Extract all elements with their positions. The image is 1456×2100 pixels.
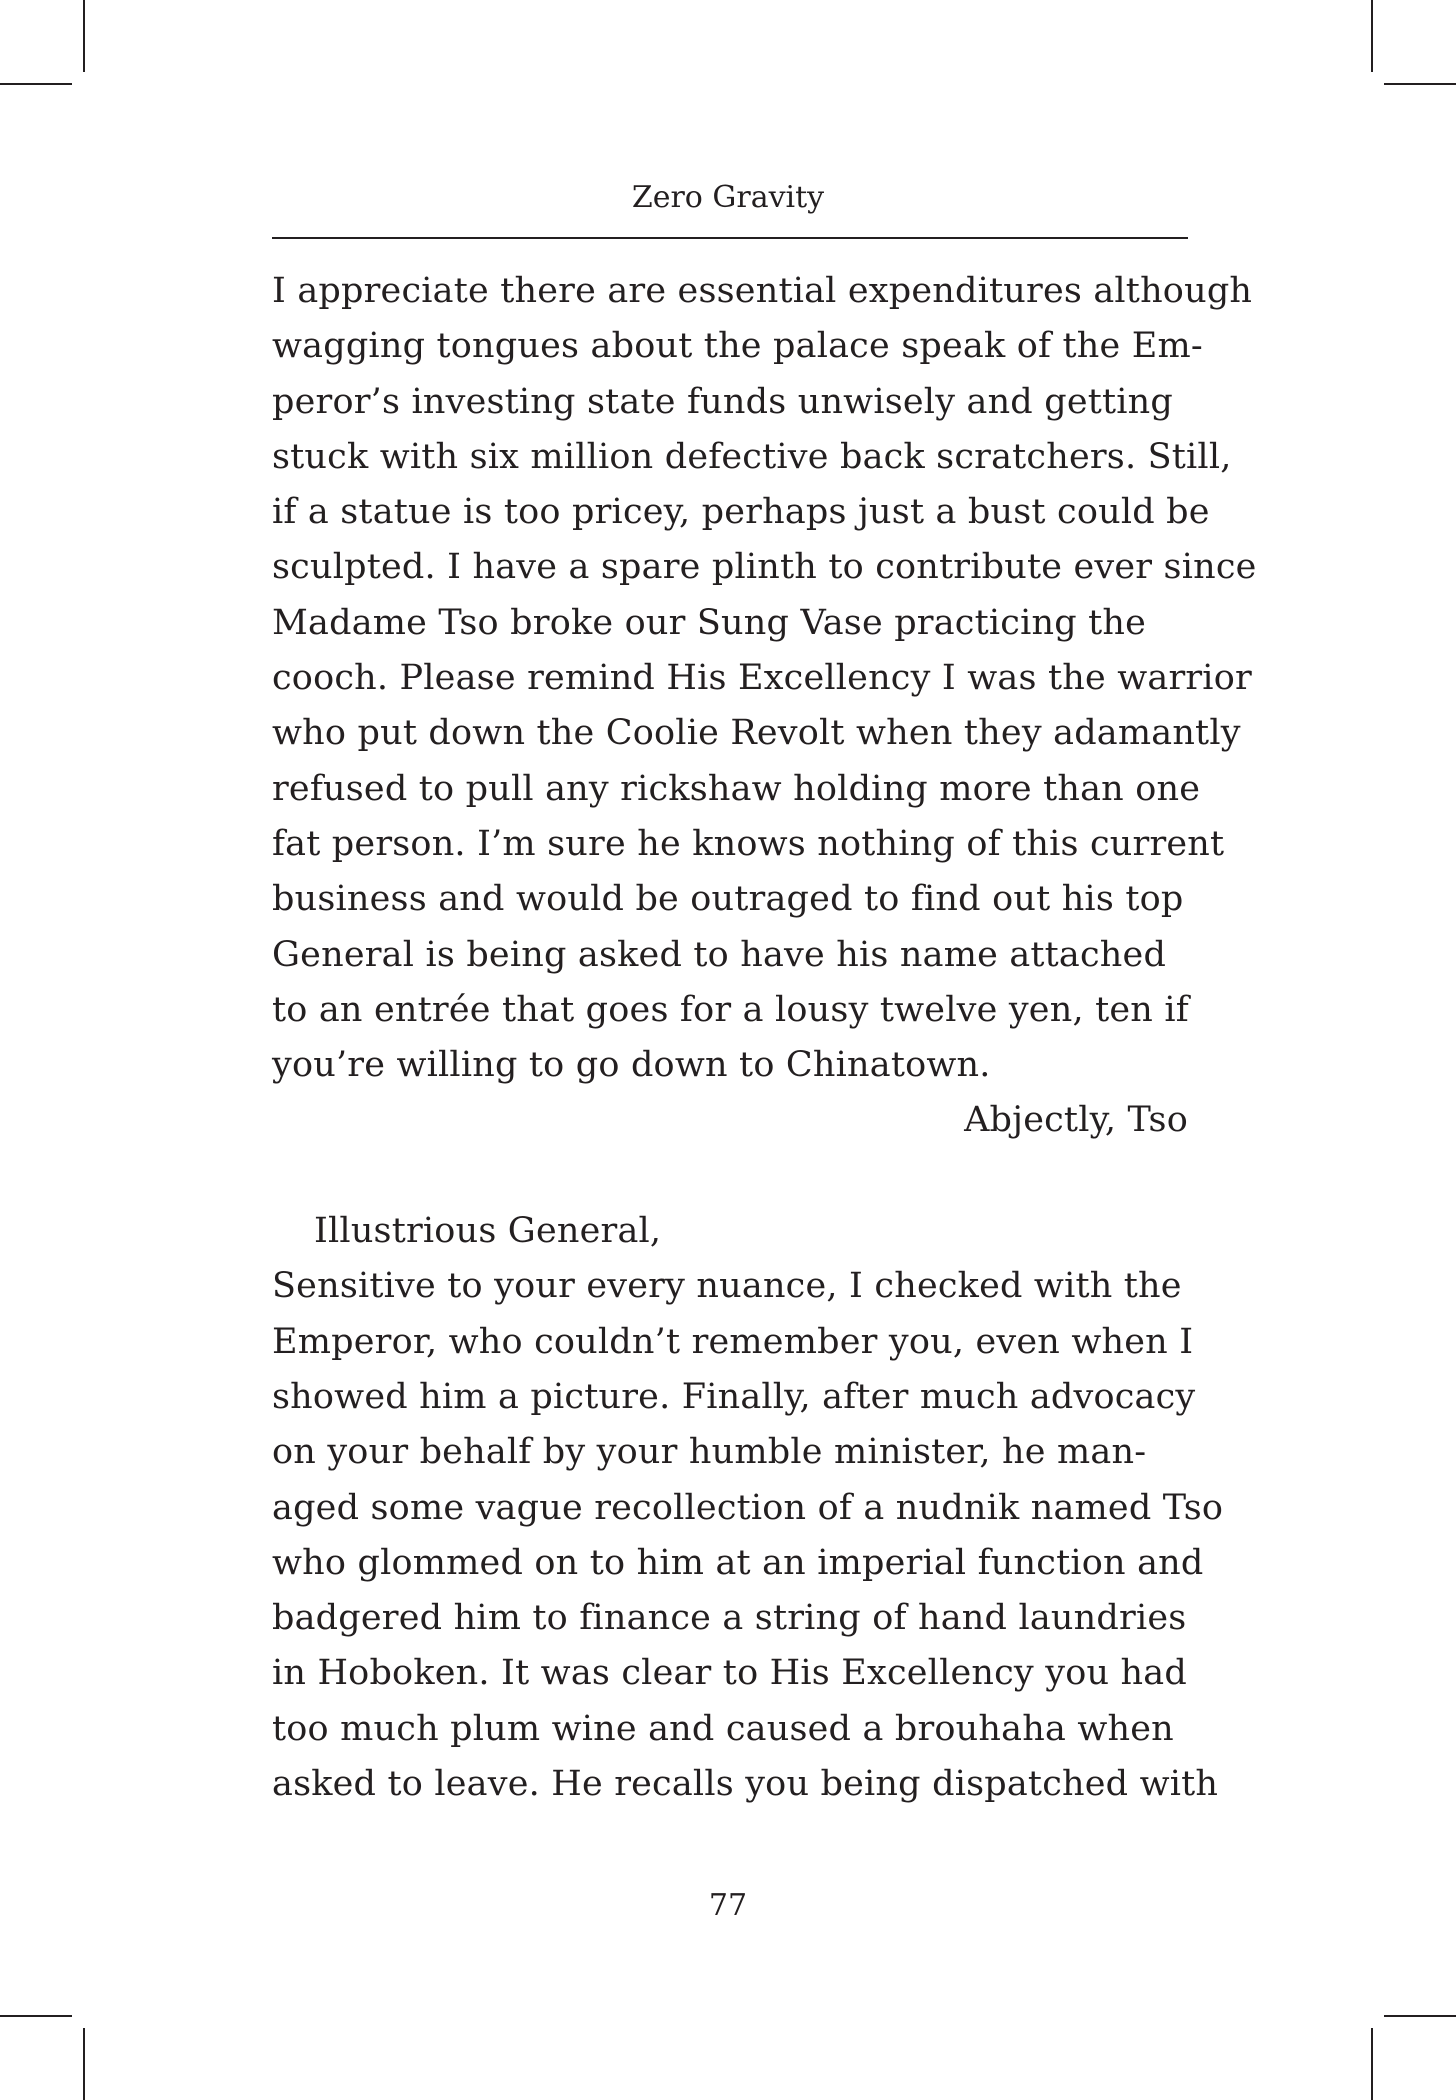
text-line: aged some vague recollection of a nudnik named Tso (272, 1487, 1224, 1528)
crop-mark-bottom-right-vertical (1371, 2028, 1373, 2100)
text-line: refused to pull any rickshaw holding more than one (272, 768, 1201, 809)
text-line: General is being asked to have his name attached (272, 934, 1167, 975)
text-line: sculpted. I have a spare plinth to contribute ever since (272, 547, 1257, 588)
text-line: in Hoboken. It was clear to His Excellency you had (272, 1653, 1187, 1694)
text-line: if a statue is too pricey, perhaps just a bust could be (272, 492, 1210, 533)
header-rule (272, 237, 1188, 239)
crop-mark-top-right-horizontal (1384, 83, 1456, 85)
text-line: stuck with six million defective back scratchers. Still, (272, 436, 1232, 477)
text-line: to an entrée that goes for a lousy twelve yen, ten if (272, 989, 1189, 1030)
text-line: Madame Tso broke our Sung Vase practicing the (272, 602, 1147, 643)
text-line: Emperor, who couldn’t remember you, even when I (272, 1321, 1194, 1362)
text-line: too much plum wine and caused a brouhaha when (272, 1708, 1174, 1749)
letter-salutation: Illustrious General, (314, 1211, 662, 1252)
text-line: you’re willing to go down to Chinatown. (272, 1045, 991, 1086)
crop-mark-top-left-horizontal (0, 83, 72, 85)
crop-mark-bottom-right-horizontal (1384, 2015, 1456, 2017)
crop-mark-bottom-left-horizontal (0, 2015, 72, 2017)
text-line: on your behalf by your humble minister, he man- (272, 1432, 1147, 1473)
text-line: Sensitive to your every nuance, I checked with the (272, 1266, 1182, 1307)
crop-mark-top-left-vertical (83, 0, 85, 72)
letter-signature: Abjectly, Tso (964, 1100, 1188, 1141)
crop-mark-bottom-left-vertical (83, 2028, 85, 2100)
letter-two (272, 1204, 1224, 1812)
text-line: peror’s investing state funds unwisely and getting (272, 381, 1174, 422)
page-body (272, 264, 1257, 1812)
letter-one (272, 264, 1257, 1149)
text-line: fat person. I’m sure he knows nothing of this current (272, 823, 1225, 864)
text-line: showed him a picture. Finally, after much advocacy (272, 1376, 1196, 1417)
crop-mark-top-right-vertical (1371, 0, 1373, 72)
text-line: I appreciate there are essential expenditures although (272, 271, 1253, 311)
text-line: who glommed on to him at an imperial function and (272, 1542, 1204, 1583)
text-line: asked to leave. He recalls you being dispatched with (272, 1764, 1219, 1805)
text-line: who put down the Coolie Revolt when they adamantly (272, 713, 1241, 754)
running-title: Zero Gravity (631, 180, 825, 215)
text-line: cooch. Please remind His Excellency I was the warrior (272, 658, 1252, 699)
page-number: 77 (708, 1888, 748, 1923)
section-spacer (272, 1149, 1188, 1204)
text-line: wagging tongues about the palace speak of the Em- (272, 326, 1203, 367)
text-line: badgered him to finance a string of hand laundries (272, 1598, 1187, 1639)
text-line: business and would be outraged to find out his top (272, 879, 1184, 920)
